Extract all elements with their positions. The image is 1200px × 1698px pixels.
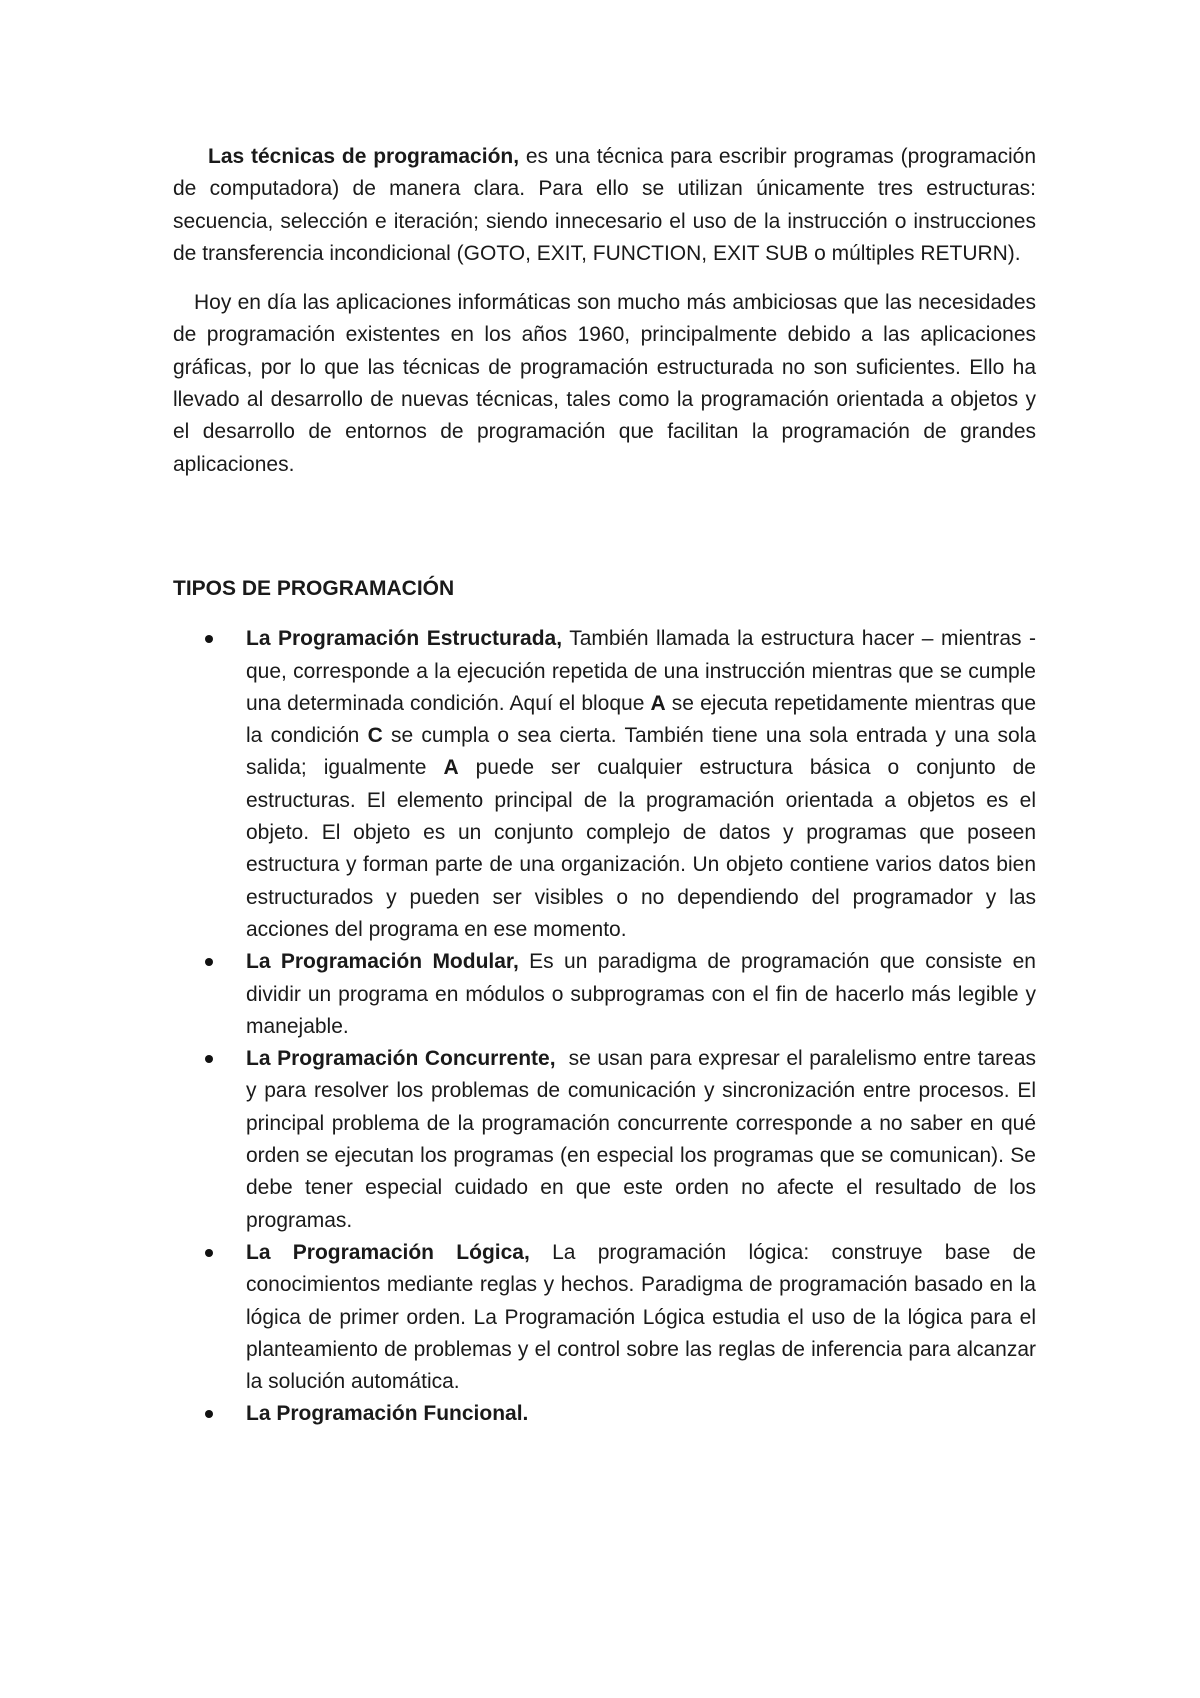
list-item-text: se usan para expresar el paralelismo entre tareas y para resolver los problemas de comunicación y sincronización entre procesos. El principal problema de la programación concurrente corresponde a no saber en qué orden se ejecutan los programas (en especial los programas que se comunican). Se debe tener especial cuidado en que este orden no afecte el resultado de los programas.: [246, 1047, 1042, 1232]
list-item-text: se ejecuta repetidamente mientras que la condición: [246, 691, 1036, 748]
bullet-icon: [205, 958, 213, 966]
list-item-title: La Programación Funcional.: [246, 1402, 529, 1426]
bullet-icon: [205, 1249, 213, 1257]
bullet-icon: [205, 1055, 213, 1063]
list-item-title: La Programación Concurrente,: [246, 1047, 556, 1071]
list-item-logica: [246, 1237, 1036, 1398]
programming-types-list: [173, 623, 1042, 1430]
list-item-text: También llamada la estructura hacer – mientras - que, corresponde a la ejecución repetida de una instrucción mientras que se cumple una determinada condición. Aquí el bloque: [246, 627, 1036, 715]
list-item-concurrente: [246, 1043, 1042, 1237]
list-item-title: La Programación Modular,: [246, 950, 519, 974]
document-page: [173, 141, 1042, 1431]
list-item-estructurada: [246, 623, 1036, 946]
bold-letter: A: [443, 756, 459, 780]
list-item-text: Es un paradigma de programación que consiste en dividir un programa en módulos o subprogramas con el fin de hacerlo más legible y manejable.: [246, 950, 1036, 1038]
list-item-text: se cumpla o sea cierta. También tiene una sola entrada y una sola salida; igualmente: [246, 724, 1036, 780]
section-heading: TIPOS DE PROGRAMACIÓN: [173, 576, 455, 600]
bullet-icon: [205, 1410, 213, 1418]
bold-letter: C: [367, 724, 383, 748]
list-item-title: La Programación Lógica,: [246, 1240, 530, 1264]
list-item-text: puede ser cualquier estructura básica o conjunto de estructuras. El elemento principal de la programación orientada a objetos es el objeto. El objeto es un conjunto complejo de datos y programas que poseen estructura y forman parte de una organización. Un objeto contiene varios datos bien estructurados y pueden ser visibles o no dependiendo del programador y las acciones del programa en ese momento.: [246, 756, 1036, 941]
list-item-title: La Programación Estructurada,: [246, 627, 563, 651]
bold-letter: A: [650, 691, 666, 715]
list-item-modular: [246, 946, 1036, 1043]
list-item-text: La programación lógica: construye base de conocimientos mediante reglas y hechos. Paradigma de programación basado en la lógica de primer orden. La Programación Lógica estudia el uso de la lógica para el planteamiento de problemas y el control sobre las reglas de inferencia para alcanzar la solución automática.: [246, 1240, 1036, 1394]
intro-paragraph-1-text: es una técnica para escribir programas (programación de computadora) de manera clara. Para ello se utilizan únicamente tres estructuras: secuencia, selección e iteración; siendo innecesario el uso de la instrucción o instrucciones de transferencia incondicional (GOTO, EXIT, FUNCTION, EXIT SUB o múltiples RETURN).: [173, 145, 1037, 265]
list-item-funcional: [246, 1398, 1036, 1430]
intro-term: Las técnicas de programación,: [208, 145, 520, 168]
intro-paragraph-1: [173, 141, 1036, 270]
intro-paragraph-2: Hoy en día las aplicaciones informáticas son mucho más ambiciosas que las necesidades de programación existentes en los años 1960, principalmente debido a las aplicaciones gráficas, por lo que las técnicas de programación estructurada no son suficientes. Ello ha llevado al desarrollo de nuevas técnicas, tales como la programación orientada a objetos y el desarrollo de entornos de programación que facilitan la programación de grandes aplicaciones.: [173, 291, 1036, 476]
bullet-icon: [205, 635, 213, 643]
